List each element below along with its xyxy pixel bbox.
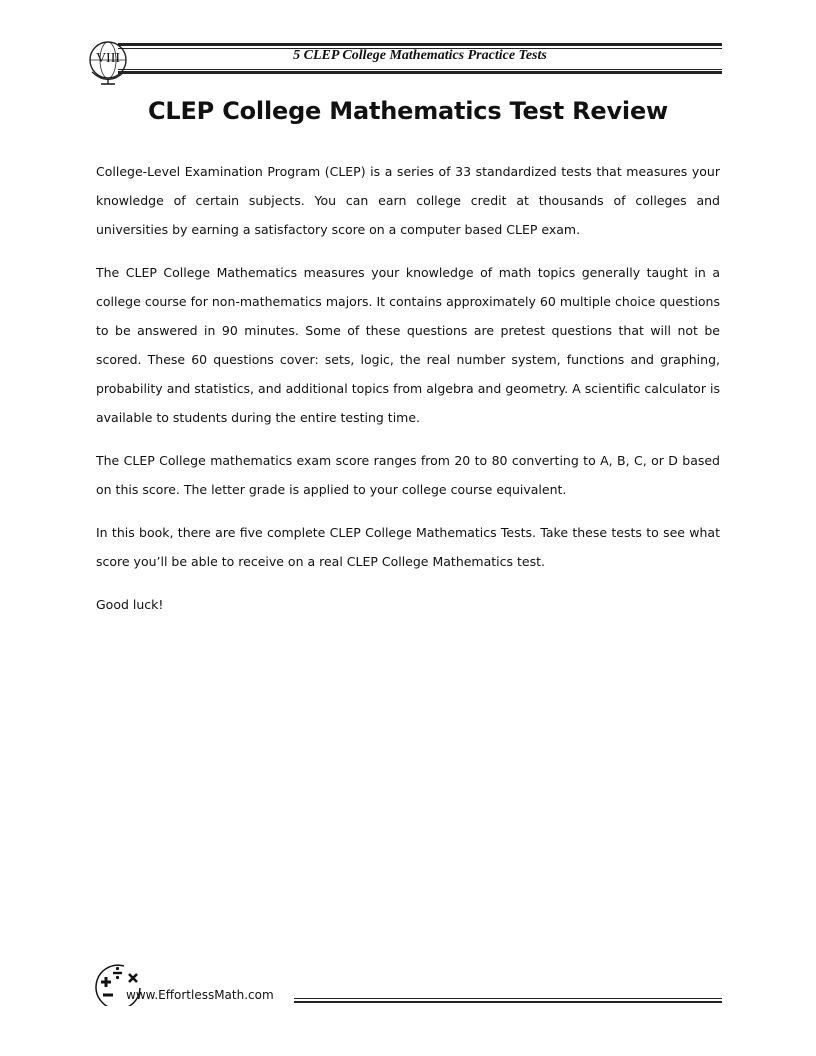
website-link[interactable]: www.EffortlessMath.com [126, 988, 274, 1002]
page-title: CLEP College Mathematics Test Review [147, 97, 669, 125]
footer-rule [294, 998, 722, 999]
paragraph: The CLEP College Mathematics measures your knowledge of math topics generally taught in a college course for non-mathematics majors. It contains approximately 60 multiple choice questions to be answered in 90 minutes. Some of these questions are pretest questions that will not be scored. These 60 questions cover: sets, logic, the real number system, functions and graphing, probability and statistics, and additional topics from algebra and geometry. A scientific calculator is available to students during the entire testing time. [96, 265, 720, 425]
paragraph: The CLEP College mathematics exam score ranges from 20 to 80 converting to A, B, C, or D based on this score. The letter grade is applied to your college course equivalent. [96, 453, 720, 497]
running-header-title: 5 CLEP College Mathematics Practice Tests [293, 48, 547, 63]
paragraph: In this book, there are five complete CLEP College Mathematics Tests. Take these tests to see what score you’ll be able to receive on a real CLEP College Mathematics test. [96, 525, 720, 569]
paragraph: Good luck! [96, 597, 164, 612]
footer-rule [294, 1001, 722, 1003]
body-text [96, 157, 720, 633]
page-number: VIII [95, 51, 121, 66]
paragraph: College-Level Examination Program (CLEP) is a series of 33 standardized tests that measures your knowledge of certain subjects. You can earn college credit at thousands of colleges and universities by earning a satisfactory score on a computer based CLEP exam. [96, 164, 720, 237]
